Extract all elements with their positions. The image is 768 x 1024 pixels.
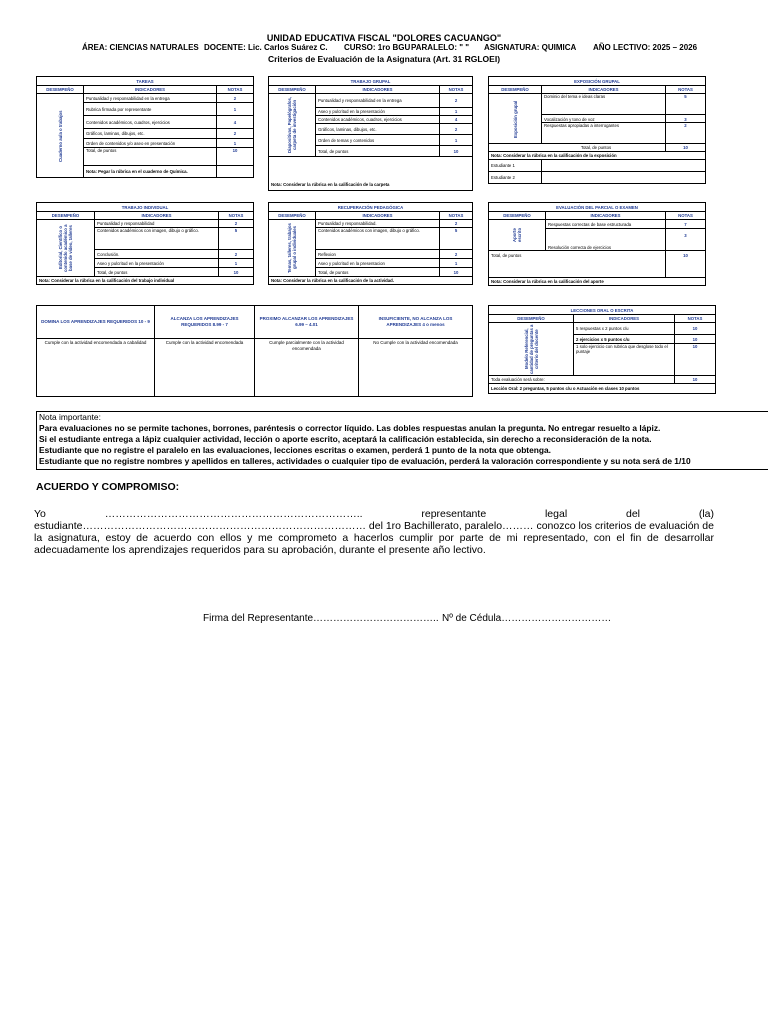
table-row-nota: 10 bbox=[675, 323, 716, 335]
lecciones-total-value: 10 bbox=[675, 376, 716, 384]
tareas-desempeno-cell: Cuaderno aula o trabajos bbox=[37, 94, 84, 178]
table-row-nota: 10 bbox=[440, 268, 473, 277]
table-row-nota: 1 bbox=[440, 134, 473, 146]
estudiante-1-field[interactable] bbox=[542, 160, 706, 172]
table-row-nota: 10 bbox=[675, 335, 716, 344]
table-row-indicator: Contenidos académicos, cuadros, ejercicios bbox=[316, 116, 440, 124]
numero-cedula: Nº de Cédula…………………………… bbox=[442, 613, 612, 624]
acuerdo-text: Yo ……………………………………………………………….. representante legal del (la) estudiante……………………………………………………………………… del 1ro Bachillerato, paralelo……… conozco los criterios de evaluación de la asignatura, estoy de acuerdo con ellos y me comprometo a hacerlos cumplir por parte de mi representado, con el fin de desarrollar adecuadamente los aprendizajes requeridos para su aprobación, durante el presente año lectivo. bbox=[34, 508, 714, 556]
table-row-indicator: 2 ejercicios x 5 puntos c/u bbox=[574, 335, 675, 344]
table-row-nota: 5 bbox=[666, 94, 706, 115]
school-title: UNIDAD EDUCATIVA FISCAL "DOLORES CACUANGO" bbox=[266, 33, 502, 43]
table-row-nota: 10 bbox=[675, 344, 716, 376]
table-row-indicator: Vocalización y tono de voz bbox=[542, 115, 666, 123]
exposicion-indicadores-header: INDICADORES bbox=[542, 86, 666, 94]
nivel-proximo-desc: Cumple parcialmente con la actividad encomendada bbox=[255, 339, 359, 397]
estudiante-2-field[interactable] bbox=[542, 172, 706, 184]
table-row-nota: 2 bbox=[440, 220, 473, 228]
grupal-desempeno-header: DESEMPEÑO bbox=[269, 86, 316, 94]
individual-title: TRABAJO INDIVIDUAL bbox=[37, 203, 254, 212]
nota-importante-line: Estudiante que no registre nombres y apellidos en talleres, actividades o cualquier tipo de evaluación, perderá la valoración correspondiente y su nota será de 1/10 bbox=[39, 456, 691, 466]
individual-table bbox=[36, 202, 254, 285]
nota-importante-line: Para evaluaciones no se permite tachones, borrones, paréntesis o corrector líquido. Las dobles respuestas anulan la pregunta. No entregar resuelto a lápiz. bbox=[39, 423, 661, 433]
table-row-indicator: Contenidos académicos con imagen, dibujo o gráfico. bbox=[316, 228, 440, 250]
recuperacion-desempeno-cell: Temas, talleres, trabajos grupal o individuales bbox=[269, 220, 316, 277]
lecciones-desempeno-cell: Modelo Referencial, cantidad de preguntas a criterio del docente bbox=[489, 323, 574, 376]
table-row-nota: 2 bbox=[440, 94, 473, 108]
table-row-nota: 10 bbox=[217, 148, 254, 166]
recuperacion-indicadores-header: INDICADORES bbox=[316, 212, 440, 220]
table-row-nota: 10 bbox=[440, 146, 473, 157]
table-row-indicator: Total, de puntos bbox=[84, 148, 217, 166]
exposicion-notas-header: NOTAS bbox=[666, 86, 706, 94]
recuperacion-title: RECUPERACIÓN PEDAGÓGICA bbox=[269, 203, 473, 212]
table-row-indicator: Orden de temas y contenidos bbox=[316, 134, 440, 146]
table-row-indicator: Resolución correcta de ejercicios bbox=[546, 229, 666, 251]
tareas-title: TAREAS bbox=[37, 77, 254, 86]
table-row-indicator: Contenidos académicos con imagen, dibujo o gráfico. bbox=[95, 228, 219, 250]
table-row-indicator: Puntualidad y responsabilidad en la entrega bbox=[316, 94, 440, 108]
examen-total-label: Total, de puntos bbox=[489, 251, 666, 278]
exposicion-table bbox=[488, 76, 706, 184]
lecciones-desempeno-header: DESEMPEÑO bbox=[489, 315, 574, 323]
table-row-nota: 4 bbox=[217, 116, 254, 129]
docente-label: DOCENTE: Lic. Carlos Suárez C. bbox=[204, 43, 328, 52]
lecciones-table bbox=[488, 305, 716, 394]
table-row-nota: 2 bbox=[217, 129, 254, 139]
table-row-nota: 4 bbox=[440, 116, 473, 124]
area-label: ÁREA: CIENCIAS NATURALES bbox=[82, 43, 199, 52]
tareas-note: Nota: Pegar la rúbrica en el cuaderno de Química. bbox=[84, 166, 217, 178]
recuperacion-desempeno-header: DESEMPEÑO bbox=[269, 212, 316, 220]
nivel-insuficiente-header: INSUFICIENTE, NO ALCANZA LOS APRENDIZAJES 4 o menos bbox=[359, 306, 473, 339]
exposicion-desempeno-cell: Exposición grupal bbox=[489, 94, 542, 144]
table-row-indicator: Conclusión. bbox=[95, 250, 219, 259]
table-row-nota: 2 bbox=[219, 250, 254, 259]
individual-desempeno-header: DESEMPEÑO bbox=[37, 212, 95, 220]
exposicion-desempeno-header: DESEMPEÑO bbox=[489, 86, 542, 94]
individual-indicadores-header: INDICADORES bbox=[95, 212, 219, 220]
curso-label: CURSO: 1ro BGU bbox=[344, 43, 411, 52]
exposicion-title: EXPOSICIÓN GRUPAL bbox=[489, 77, 706, 86]
table-row-indicator: Aseo y pulcritud en la presentacion bbox=[316, 259, 440, 268]
table-row-nota: 1 bbox=[217, 139, 254, 148]
table-row-indicator: Total, de puntos bbox=[316, 146, 440, 157]
table-row-indicator: Total, de puntos bbox=[95, 268, 219, 277]
nota-importante-line: Si el estudiante entrega a lápiz cualquier actividad, lección o aporte escrito, aceptará la calificación establecida, sin derecho a reconsideración de la nota. bbox=[39, 434, 652, 444]
table-row-indicator: 5 respuestas x 2 puntos c/u bbox=[574, 323, 675, 335]
table-row-nota: 5 bbox=[219, 228, 254, 250]
table-row-indicator: Aseo y pulcritud en la presentación bbox=[316, 107, 440, 115]
individual-notas-header: NOTAS bbox=[219, 212, 254, 220]
estudiante-1-label: Estudiante 1 bbox=[489, 160, 542, 172]
table-row-nota: 2 bbox=[217, 94, 254, 103]
nota-importante-box bbox=[36, 411, 768, 470]
paralelo-label: PARALELO: " " bbox=[411, 43, 470, 52]
grupal-table bbox=[268, 76, 473, 191]
table-row-indicator: Reflexion bbox=[316, 250, 440, 259]
tareas-table bbox=[36, 76, 254, 178]
recuperacion-table bbox=[268, 202, 473, 285]
table-row-indicator: Orden de contenidos y/o aseo en presentación bbox=[84, 139, 217, 148]
table-row-indicator: Aseo y pulcritud en la presentación bbox=[95, 259, 219, 268]
table-row-nota: 1 bbox=[440, 107, 473, 115]
grupal-notas-header: NOTAS bbox=[440, 86, 473, 94]
niveles-table bbox=[36, 305, 473, 397]
lecciones-note: Lección Oral: 2 preguntas, 5 puntos c/u o Actuación en clases 10 puntos bbox=[489, 384, 716, 394]
lecciones-indicadores-header: INDICADORES bbox=[574, 315, 675, 323]
grupal-title: TRABAJO GRUPAL bbox=[269, 77, 473, 86]
table-row-indicator: Rubrica firmada por representante bbox=[84, 103, 217, 116]
tareas-desempeno-header: DESEMPEÑO bbox=[37, 86, 84, 94]
individual-note: Nota: Considerar la rúbrica en la calificación del trabajo individual bbox=[37, 277, 254, 285]
examen-note: Nota: Considerar la rúbrica en la calificación del aporte bbox=[489, 278, 706, 286]
table-row-nota: 1 bbox=[217, 103, 254, 116]
nivel-insuficiente-desc: No Cumple con la actividad encomendada bbox=[359, 339, 473, 397]
table-row-indicator: Dominio del tema e ideas claras bbox=[542, 94, 666, 115]
examen-title: EVALUACIÓN DEL PARCIAL O EXAMEN bbox=[489, 203, 706, 212]
exposicion-total-label: Total, de puntos bbox=[489, 144, 666, 152]
table-row-nota: 2 bbox=[666, 123, 706, 144]
recuperacion-note: Nota: Considerar la rúbrica en la calificación de la actividad. bbox=[269, 277, 473, 285]
examen-notas-header: NOTAS bbox=[666, 212, 706, 220]
nivel-domina-desc: Cumple con la actividad encomendada a cabalidad bbox=[37, 339, 155, 397]
nivel-alcanza-desc: Cumple con la actividad encomendada bbox=[155, 339, 255, 397]
grupal-indicadores-header: INDICADORES bbox=[316, 86, 440, 94]
anio-lectivo-label: AÑO LECTIVO: 2025 – 2026 bbox=[593, 43, 698, 52]
nota-importante-line: Estudiante que no registre el paralelo en las evaluaciones, lecciones escritas o examen, perderá 1 punto de la nota que obtenga. bbox=[39, 445, 551, 455]
table-row-nota: 3 bbox=[666, 115, 706, 123]
nivel-domina-header: DOMINA LOS APRENDIZAJES REQUERIDOS 10 - 9 bbox=[37, 306, 155, 339]
firma-representante: Firma del Representante……………………………….. bbox=[203, 613, 439, 624]
examen-desempeno-header: DESEMPEÑO bbox=[489, 212, 546, 220]
table-row-indicator: Gráficos, laminas, dibujos, etc. bbox=[84, 129, 217, 139]
asignatura-label: ASIGNATURA: QUIMICA bbox=[484, 43, 577, 52]
table-row-nota: 2 bbox=[440, 250, 473, 259]
examen-total-value: 10 bbox=[666, 251, 706, 278]
nivel-alcanza-header: ALCANZA LOS APRENDIZAJES REQUERIDOS 8.99 - 7 bbox=[155, 306, 255, 339]
table-row-nota: 5 bbox=[440, 228, 473, 250]
exposicion-total-value: 10 bbox=[666, 144, 706, 152]
subtitle: Criterios de Evaluación de la Asignatura (Art. 31 RGLOEI) bbox=[267, 54, 501, 64]
lecciones-total-label: Toda evaluación será sobre: bbox=[489, 376, 675, 384]
table-row-nota: 1 bbox=[440, 259, 473, 268]
lecciones-notas-header: NOTAS bbox=[675, 315, 716, 323]
tareas-indicadores-header: INDICADORES bbox=[84, 86, 217, 94]
nota-importante-title: Nota importante: bbox=[39, 412, 101, 422]
recuperacion-notas-header: NOTAS bbox=[440, 212, 473, 220]
grupal-desempeno-cell: Diapositivas, Papelógrafos, carpeta de investigación bbox=[269, 94, 316, 157]
table-row-indicator: Respuestas apropiadas a interrogantes bbox=[542, 123, 666, 144]
examen-desempeno-cell: Aporte escrito bbox=[489, 220, 546, 251]
table-row-nota: 3 bbox=[666, 229, 706, 251]
table-row-indicator: Contenidos académicos, cuadros, ejercicios bbox=[84, 116, 217, 129]
examen-indicadores-header: INDICADORES bbox=[546, 212, 666, 220]
table-row-indicator: Puntualidad y responsabilidad bbox=[95, 220, 219, 228]
estudiante-2-label: Estudiante 2 bbox=[489, 172, 542, 184]
table-row-indicator: 1 solo ejercicio con rubrica que desglose todo el puntaje bbox=[574, 344, 675, 376]
nivel-proximo-header: PROXIMO ALCANZAR LOS APRENDIZAJES 6.99 – 4.01 bbox=[255, 306, 359, 339]
table-row-indicator: Puntualidad y responsabilidad en la entrega bbox=[84, 94, 217, 103]
table-row-indicator: Respuestas correctas de base estructurada bbox=[546, 220, 666, 229]
table-row-nota: 1 bbox=[219, 259, 254, 268]
table-row-nota: 10 bbox=[219, 268, 254, 277]
exposicion-note: Nota: Considerar la rúbrica en la calificación de la exposición bbox=[489, 152, 706, 160]
acuerdo-title: ACUERDO Y COMPROMISO: bbox=[36, 481, 180, 493]
table-row-indicator: Gráficos, laminas, dibujos, etc. bbox=[316, 124, 440, 135]
table-row-indicator: Puntualidad y responsabilidad. bbox=[316, 220, 440, 228]
examen-table bbox=[488, 202, 706, 286]
grupal-note: Nota: Considerar la rúbrica en la calificación de la carpeta bbox=[269, 157, 473, 191]
table-row-nota: 7 bbox=[666, 220, 706, 229]
individual-desempeno-cell: Editorial, Científico o contenido académico a base de video, talleres bbox=[37, 220, 95, 277]
table-row-nota: 2 bbox=[440, 124, 473, 135]
tareas-notas-header: NOTAS bbox=[217, 86, 254, 94]
table-row-indicator: Total, de puntos bbox=[316, 268, 440, 277]
lecciones-title: LECCIONES ORAL O ESCRITA bbox=[489, 306, 716, 315]
table-row-nota: 2 bbox=[219, 220, 254, 228]
